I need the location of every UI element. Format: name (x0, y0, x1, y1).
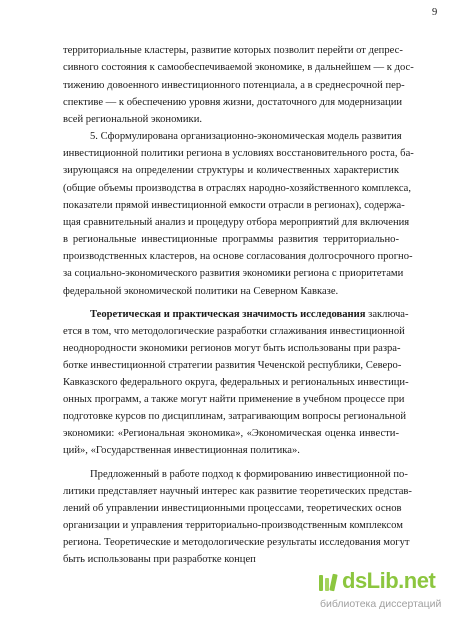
watermark-title: dsLib.net (342, 568, 436, 593)
text-line: федеральной экономической политики на Северном Кавказе. (63, 286, 339, 297)
text-line: щая сравнительный анализ и процедуру отбора мероприятий для включения (63, 217, 410, 228)
text-line: всей региональной экономики. (63, 114, 203, 125)
text-line: ботке инвестиционной стратегии развития Чеченской республики, Северо- (63, 360, 402, 371)
text-line: литики представляет научный интерес как развитие теоретических представ- (63, 486, 412, 497)
text-line: организации и управления территориально-производственным комплексом (63, 520, 403, 531)
text-line: региона. Теоретические и методологические результаты исследования могут (63, 537, 410, 548)
text-line: инвестиционной политики региона в условиях восстановительного роста, ба- (63, 148, 414, 159)
text-line: ется в том, что методологические разработки сглаживания инвестиционной (63, 326, 405, 337)
page-number: 9 (432, 7, 438, 18)
watermark-subtitle: библиотека диссертаций (320, 598, 442, 610)
text-line: Предложенный в работе подход к формированию инвестиционной по- (90, 469, 408, 480)
text-line: онных программ, а также могут найти применение в учебном процессе при (63, 394, 405, 405)
text-line: Кавказского федерального округа, федеральных и региональных инвестици- (63, 377, 409, 388)
text-line: в региональные инвестиционные программы развития территориально- (63, 234, 399, 245)
dslib-logo-icon (318, 573, 338, 593)
text-line: неоднородности экономики регионов могут быть использованы при разра- (63, 343, 401, 354)
text-line: подготовке курсов по дисциплинам, затрагивающим вопросы региональной (63, 411, 407, 422)
text-line: производственных кластеров, на основе согласования долгосрочного прогно- (63, 251, 413, 262)
text-line: лений об управлении инвестиционными процессами, теоретических основ (63, 503, 402, 514)
text-line: (общие объемы производства в отраслях народно-хозяйственного комплекса, (63, 183, 412, 194)
text-line: 5. Сформулирована организационно-экономическая модель развития (90, 131, 402, 142)
text-line: сивного состояния к самообеспечиваемой экономике, в дальнейшем — к дос- (63, 62, 414, 73)
text-line: за социально-экономического развития экономики региона с приоритетами (63, 268, 404, 279)
text-line: зирующаяся на определении структуры и количественных характеристик (63, 165, 399, 176)
text-line (90, 308, 409, 322)
text-line: быть использованы при разработке концеп (63, 554, 256, 565)
text-line: спективе — к обеспечению уровня жизни, достаточного для модернизации (63, 97, 403, 108)
bold-lead-text: Теоретическая и практическая значимость исследования (90, 309, 366, 320)
watermark-logo (316, 568, 446, 596)
dslib-watermark[interactable] (316, 568, 446, 614)
text-line: ций», «Государственная инвестиционная политика». (63, 445, 300, 456)
text-line: экономики: «Региональная экономика», «Экономическая оценка инвести- (63, 428, 399, 439)
text-line: показатели прямой инвестиционной емкости отрасли в регионах), содержа- (63, 200, 405, 211)
text-line-tail: заключа- (368, 309, 409, 320)
text-line: территориальные кластеры, развитие которых позволит перейти от депрес- (63, 45, 403, 56)
text-line: тижению довоенного инвестиционного потенциала, а в среднесрочной пер- (63, 80, 405, 91)
